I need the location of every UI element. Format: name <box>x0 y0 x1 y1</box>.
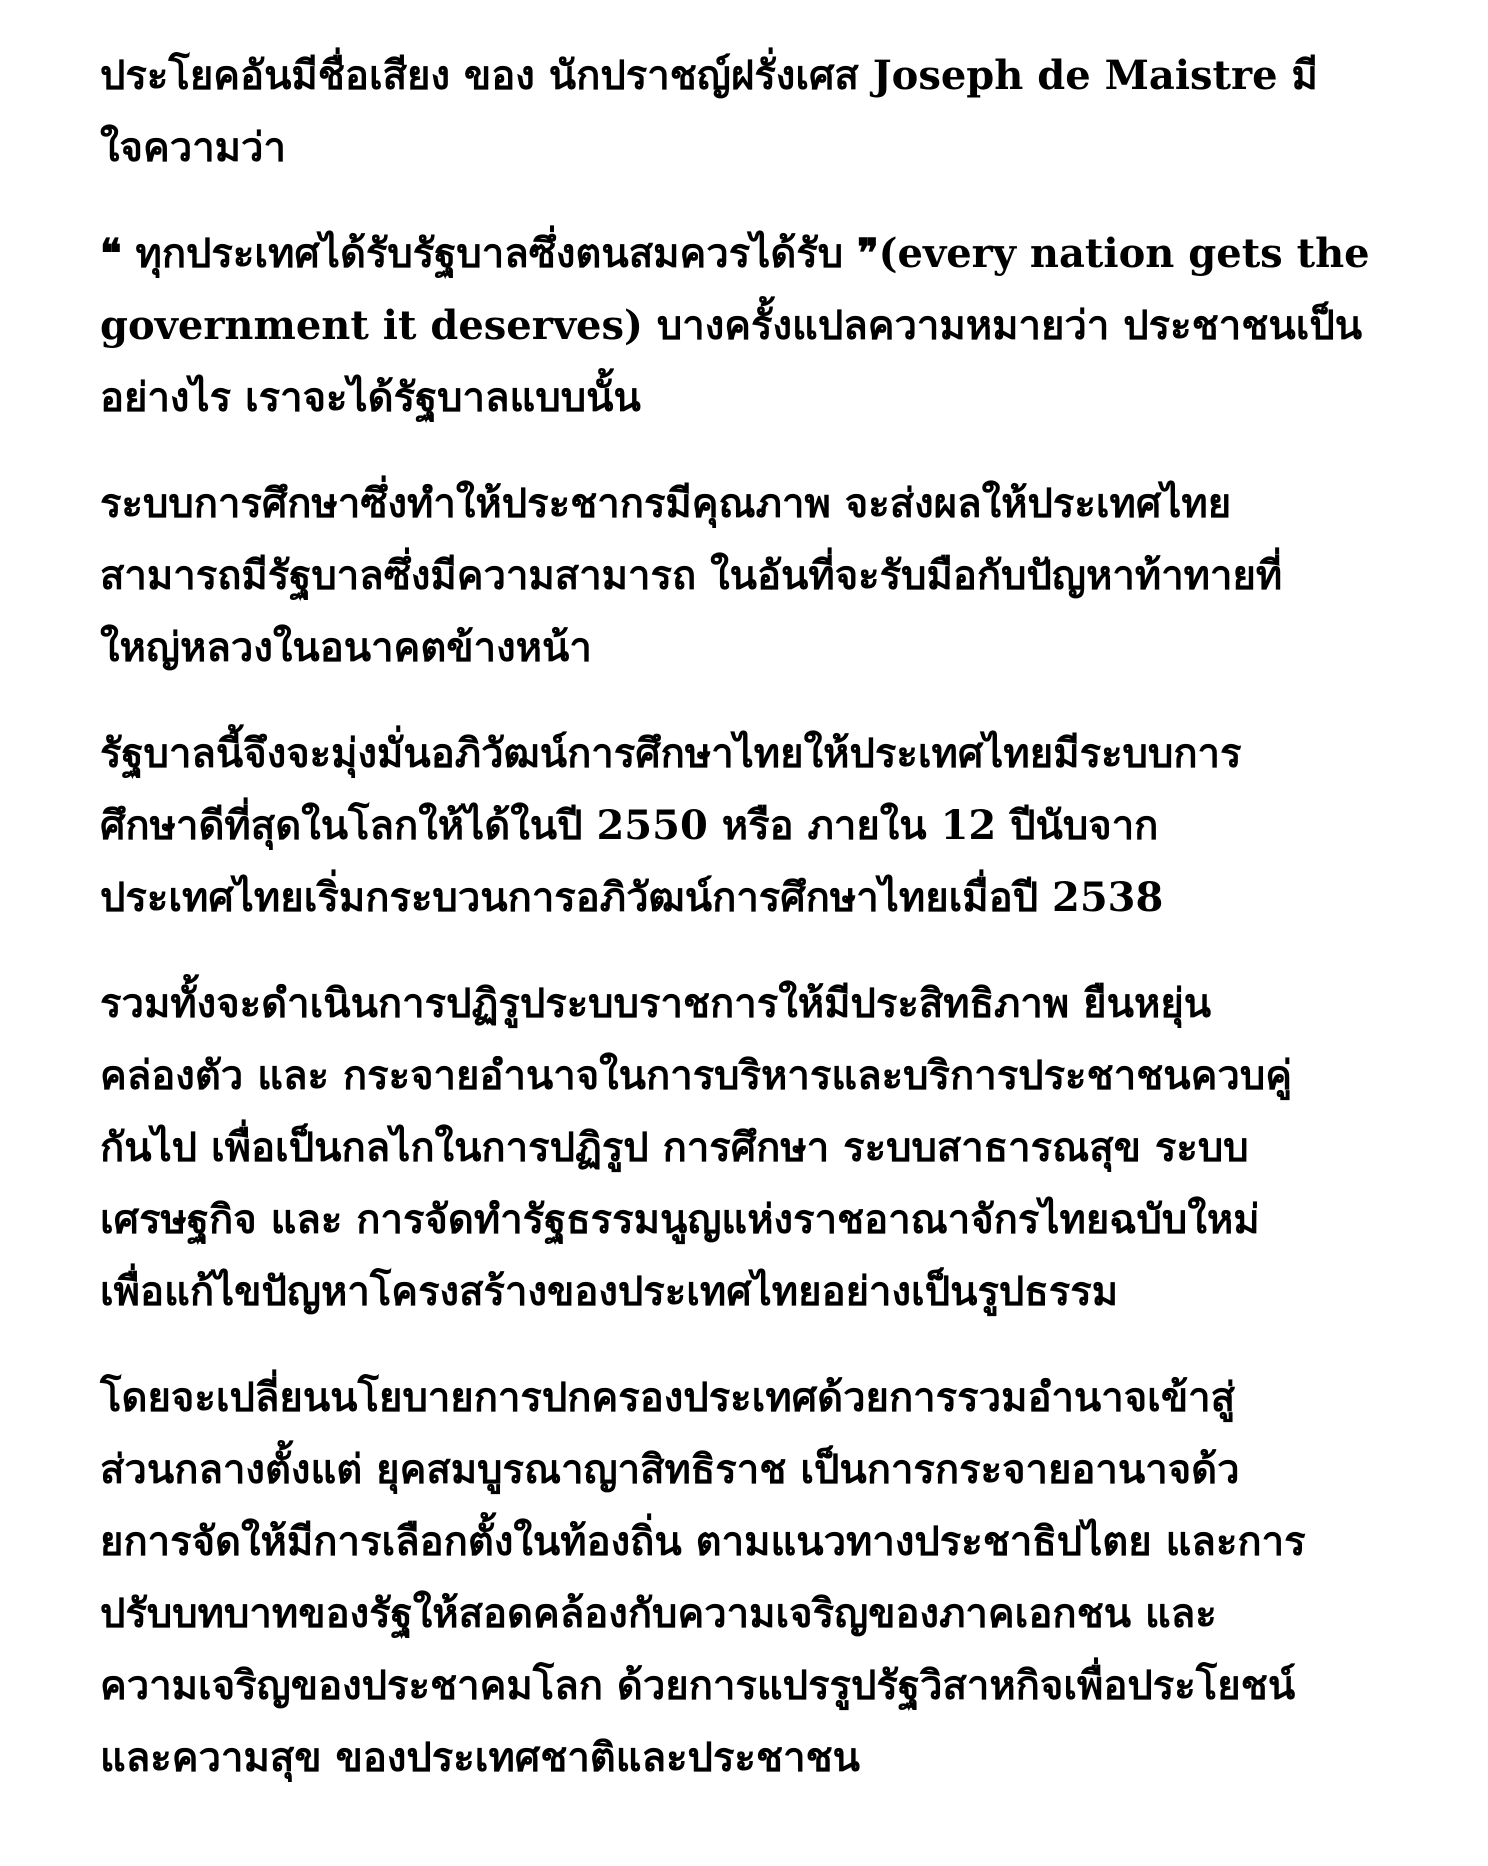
paragraph-decentralization <box>100 1362 1420 1794</box>
text-line: ระบบการศึกษาซึ่งทำให้ประชากรมีคุณภาพ จะส่งผลให้ประเทศไทย <box>100 480 1232 527</box>
text-line: โดยจะเปลี่ยนนโยบายการปกครองประเทศด้วยการรวมอำนาจเข้าสู่ <box>100 1374 1236 1421</box>
text-line: และความสุข ของประเทศชาติและประชาชน <box>100 1734 861 1781</box>
text-line: ประเทศไทยเริ่มกระบวนการอภิวัฒน์การศึกษาไทยเมื่อปี 2538 <box>100 874 1164 921</box>
paragraph-reform <box>100 968 1420 1328</box>
text-line: คล่องตัว และ กระจายอำนาจในการบริหารและบริการประชาชนควบคู่ <box>100 1052 1293 1099</box>
text-line: ความเจริญของประชาคมโลก ด้วยการแปรรูปรัฐวิสาหกิจเพื่อประโยชน์ <box>100 1662 1296 1709</box>
paragraph-quote <box>100 218 1420 434</box>
text-line: ศึกษาดีที่สุดในโลกให้ได้ในปี 2550 หรือ ภายใน 12 ปีนับจาก <box>100 802 1159 849</box>
text-line: สามารถมีรัฐบาลซึ่งมีความสามารถ ในอันที่จะรับมือกับปัญหาท้าทายที่ <box>100 552 1283 599</box>
text-line: ประโยคอันมีชื่อเสียง ของ นักปราชญ์ฝรั่งเศส Joseph de Maistre มี <box>100 52 1318 99</box>
text-line: ❝ ทุกประเทศได้รับรัฐบาลซึ่งตนสมควรได้รับ ❞(every nation gets the <box>100 230 1370 277</box>
text-line: อย่างไร เราจะได้รัฐบาลแบบนั้น <box>100 374 641 421</box>
text-line: เพื่อแก้ไขปัญหาโครงสร้างของประเทศไทยอย่างเป็นรูปธรรม <box>100 1268 1119 1315</box>
text-line: กันไป เพื่อเป็นกลไกในการปฏิรูป การศึกษา ระบบสาธารณสุข ระบบ <box>100 1124 1249 1171</box>
paragraph-quote-intro <box>100 40 1420 184</box>
text-line: ปรับบทบาทของรัฐให้สอดคล้องกับความเจริญของภาคเอกชน และ <box>100 1590 1217 1637</box>
document-page <box>100 40 1420 1828</box>
text-line: รัฐบาลนี้จึงจะมุ่งมั่นอภิวัฒน์การศึกษาไทยให้ประเทศไทยมีระบบการ <box>100 730 1242 777</box>
text-line: รวมทั้งจะดำเนินการปฏิรูประบบราชการให้มีประสิทธิภาพ ยืนหยุ่น <box>100 980 1212 1027</box>
paragraph-education-goal <box>100 718 1420 934</box>
text-line: ยการจัดให้มีการเลือกตั้งในท้องถิ่น ตามแนวทางประชาธิปไตย และการ <box>100 1518 1306 1565</box>
text-line: เศรษฐกิจ และ การจัดทำรัฐธรรมนูญแห่งราชอาณาจักรไทยฉบับใหม่ <box>100 1196 1260 1243</box>
paragraph-education-system <box>100 468 1420 684</box>
text-line: government it deserves) บางครั้งแปลความหมายว่า ประชาชนเป็น <box>100 302 1363 349</box>
text-line: ส่วนกลางตั้งแต่ ยุคสมบูรณาญาสิทธิราช เป็นการกระจายอานาจด้ว <box>100 1446 1240 1493</box>
text-line: ใจความว่า <box>100 124 286 171</box>
text-line: ใหญ่หลวงในอนาคตข้างหน้า <box>100 624 592 671</box>
